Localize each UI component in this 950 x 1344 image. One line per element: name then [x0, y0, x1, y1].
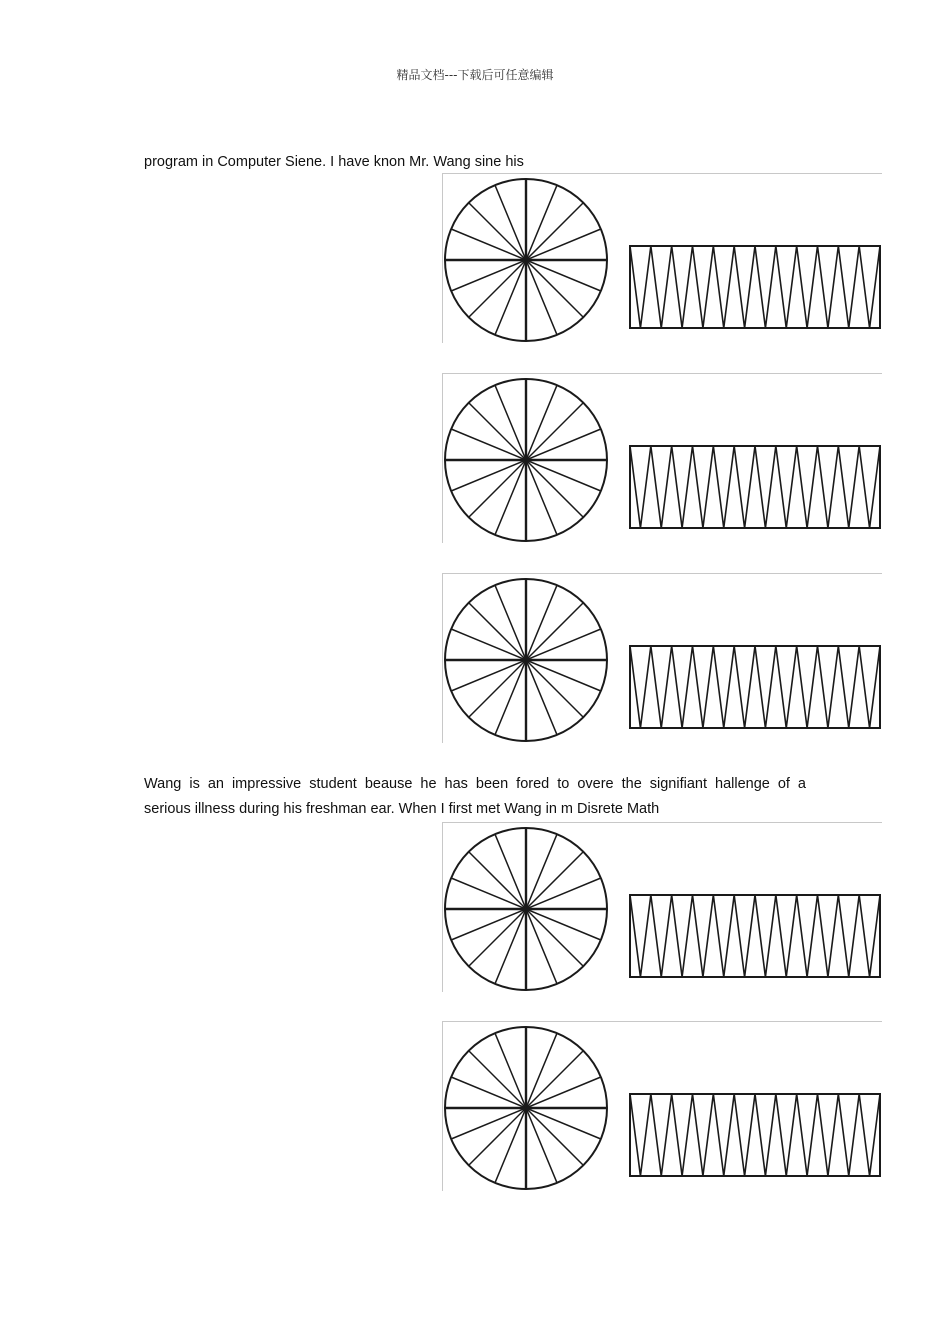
wheel-zigzag-image: [442, 1021, 882, 1191]
page-header: 精品文档---下载后可任意编辑: [396, 68, 554, 82]
decorative-figure-2: [442, 373, 882, 543]
wheel-zigzag-image: [442, 373, 882, 543]
zigzag-line: [630, 246, 880, 328]
zigzag-box: [630, 895, 880, 977]
wheel-zigzag-image: [442, 573, 882, 743]
decorative-figure-5: [442, 1021, 882, 1191]
zigzag-line: [630, 895, 880, 977]
paragraph-2-line-2: serious illness during his freshman ear. When I first met Wang in m Disrete Math: [144, 801, 660, 817]
zigzag-box: [630, 646, 880, 728]
zigzag-box: [630, 446, 880, 528]
zigzag-line: [630, 646, 880, 728]
zigzag-line: [630, 446, 880, 528]
paragraph-2-line-1: Wang is an impressive student beause he has been fored to overe the signifiant hallenge of a: [144, 776, 806, 792]
paragraph-1: program in Computer Siene. I have knon Mr. Wang sine his: [144, 154, 524, 170]
zigzag-box: [630, 246, 880, 328]
wheel-zigzag-image: [442, 173, 882, 343]
decorative-figure-4: [442, 822, 882, 992]
zigzag-line: [630, 1094, 880, 1176]
zigzag-box: [630, 1094, 880, 1176]
decorative-figure-1: [442, 173, 882, 343]
paragraph-2: [144, 772, 806, 822]
decorative-figure-3: [442, 573, 882, 743]
wheel-zigzag-image: [442, 822, 882, 992]
